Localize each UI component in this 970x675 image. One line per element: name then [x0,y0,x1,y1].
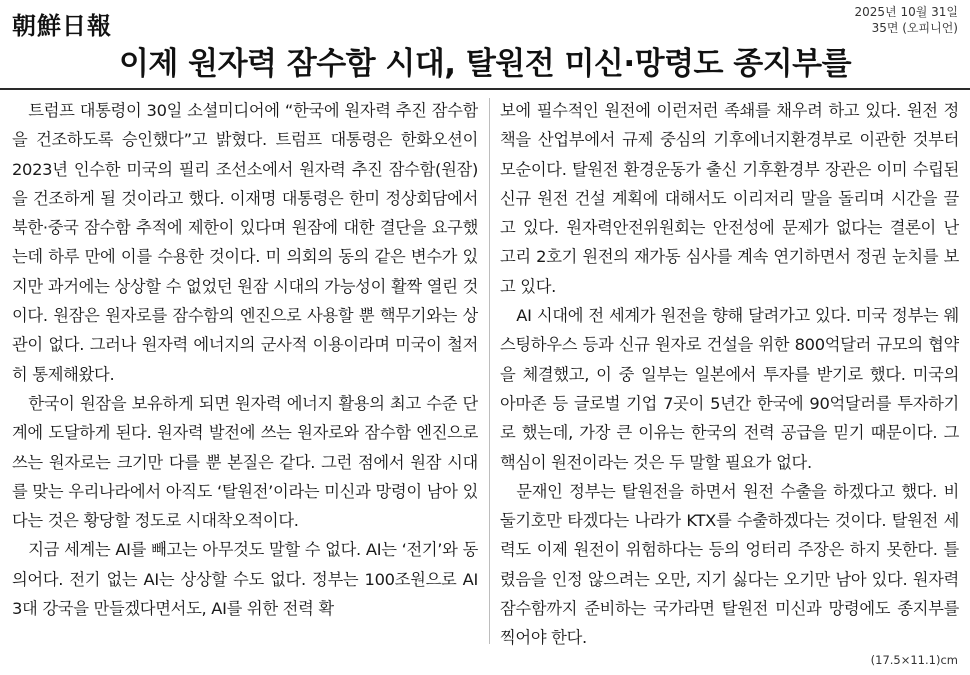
dateline [855,4,958,36]
page-section: 35면 (오피니언) [871,21,958,35]
paragraph-1: 트럼프 대통령이 30일 소셜미디어에 “한국에 원자력 추진 잠수함을 건조하도록 승인했다”고 밝혔다. 트럼프 대통령은 한화오션이 2023년 인수한 미국의 필리 조선소에서 원자력 추진 잠수함(원잠)을 건조하게 될 것이라고 했다. 이재명 대통령은 한미 정상회담에서 북한·중국 잠수함 추적에 제한이 있다며 원잠에 대한 결단을 요구했는데 하루 만에 이를 수용한 것이다. 미 의회의 동의 같은 변수가 있지만 과거에는 상상할 수 없었던 원잠 시대의 가능성이 활짝 열린 것이다. 원잠은 원자로를 잠수함의 엔진으로 사용할 뿐 핵무기와는 상관이 없다. 그러나 원자력 에너지의 군사적 이용이라며 미국이 철저히 통제해왔다. [12,101,478,384]
publication-date: 2025년 10월 31일 [854,5,958,19]
newspaper-masthead: 朝鮮日報 [12,11,112,40]
article-column-right [500,96,959,646]
headline-rule [0,88,970,90]
column-divider [489,98,490,644]
article-headline: 이제 원자력 잠수함 시대, 탈원전 미신·망령도 종지부를 [118,46,852,82]
paragraph-5: 문재인 정부는 탈원전을 하면서 원전 수출을 하겠다고 했다. 비둘기호만 타겠다는 나라가 KTX를 수출하겠다는 것이다. 탈원전 세력도 이제 원전이 위험하다는 등의 엉터리 주장은 하지 못한다. 틀렸음을 인정 않으려는 오만, 지기 싫다는 오기만 남아 있다. 원자력 잠수함까지 준비하는 국가라면 탈원전 미신과 망령에도 종지부를 찍어야 한다. [500,481,959,646]
paragraph-3: 지금 세계는 AI를 빼고는 아무것도 말할 수 없다. AI는 ‘전기’와 동의어다. 전기 없는 AI는 상상할 수도 없다. 정부는 100조원으로 AI 3대 강국을 만들겠다면서도, AI를 위한 전력 확 [12,540,478,619]
article-column-left [12,96,478,646]
paragraph-4: AI 시대에 전 세계가 원전을 향해 달려가고 있다. 미국 정부는 웨스팅하우스 등과 신규 원자로 건설을 위한 800억달러 규모의 협약을 체결했고, 이 중 일부는 일본에서 투자를 받기로 했다. 미국의 아마존 등 글로벌 기업 7곳이 5년간 한국에 90억달러를 투자하기로 했는데, 가장 큰 이유는 한국의 전력 공급을 믿기 때문이다. 그 핵심이 원전이라는 것은 두 말할 필요가 없다. [500,306,959,472]
clipping-size-note: (17.5×11.1)cm [870,653,958,667]
paragraph-3-continued: 보에 필수적인 원전에 이런저런 족쇄를 채우려 하고 있다. 원전 정책을 산업부에서 규제 중심의 기후에너지환경부로 이관한 것부터 모순이다. 탈원전 환경운동가 출신 기후환경부 장관은 이미 수립된 신규 원전 건설 계획에 대해서도 이리저리 말을 돌리며 시간을 끌고 있다. 원자력안전위원회는 안전성에 문제가 없다는 결론이 난 고리 2호기 원전의 재가동 심사를 계속 연기하면서 정권 눈치를 보고 있다. [500,101,959,296]
paragraph-2: 한국이 원잠을 보유하게 되면 원자력 에너지 활용의 최고 수준 단계에 도달하게 된다. 원자력 발전에 쓰는 원자로와 잠수함 엔진으로 쓰는 원자로는 크기만 다를 뿐 본질은 같다. 그런 점에서 원잠 시대를 맞는 우리나라에서 아직도 ‘탈원전’이라는 미신과 망령이 남아 있다는 것은 황당할 정도로 시대착오적이다. [12,393,478,531]
